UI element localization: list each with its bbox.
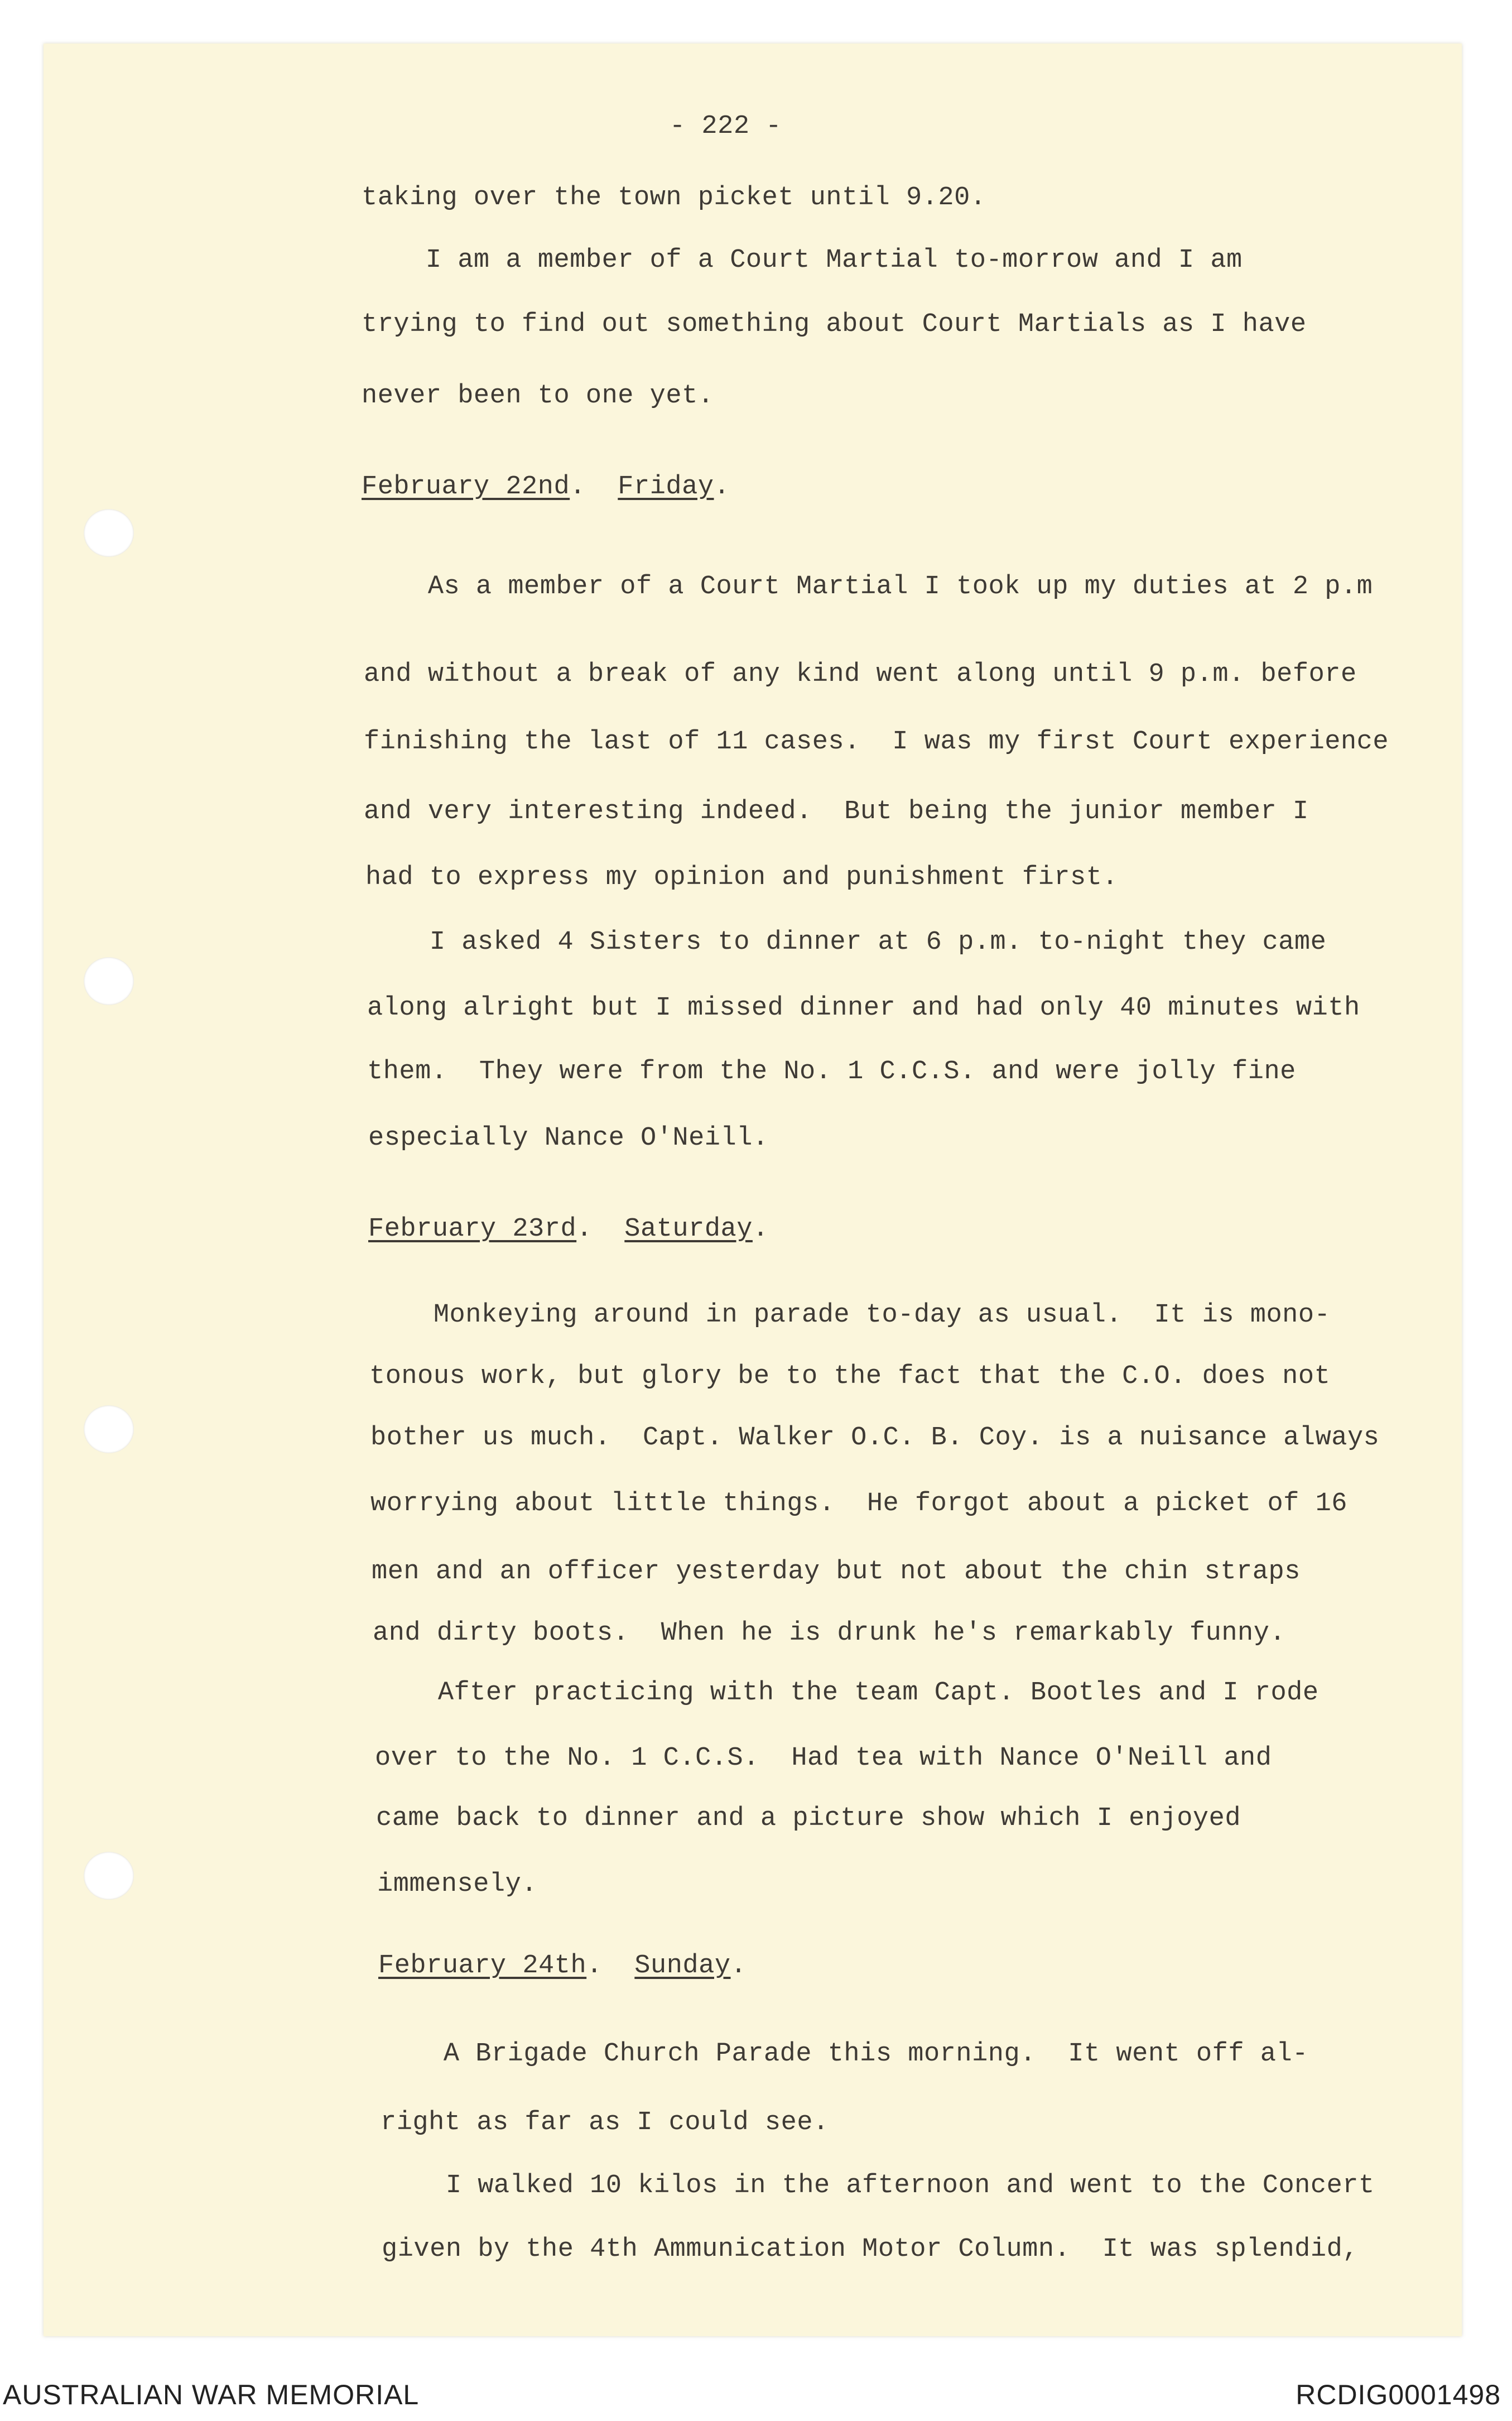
text-line: As a member of a Court Martial I took up my duties at 2 p.m bbox=[364, 572, 1373, 602]
entry-date: February 23rd bbox=[368, 1214, 577, 1244]
entry-day: Friday bbox=[618, 472, 714, 502]
text-line: A Brigade Church Parade this morning. It went off al- bbox=[379, 2039, 1308, 2069]
text-line: along alright but I missed dinner and had only 40 minutes with bbox=[367, 993, 1360, 1023]
text-line: Monkeying around in parade to-day as usual. It is mono- bbox=[369, 1300, 1331, 1330]
entry-heading: February 22nd. Friday. bbox=[362, 472, 730, 502]
text-line: came back to dinner and a picture show which I enjoyed bbox=[376, 1804, 1241, 1833]
text-line: had to express my opinion and punishment first. bbox=[365, 863, 1119, 892]
footer-institution: AUSTRALIAN WAR MEMORIAL bbox=[3, 2379, 420, 2410]
text-line: them. They were from the No. 1 C.C.S. and were jolly fine bbox=[367, 1057, 1296, 1087]
text-line: After practicing with the team Capt. Bootles and I rode bbox=[374, 1678, 1319, 1708]
text-line: finishing the last of 11 cases. I was my first Court experience bbox=[364, 727, 1389, 757]
text-line: and very interesting indeed. But being the junior member I bbox=[364, 797, 1309, 827]
text-line: immensely. bbox=[377, 1870, 538, 1899]
text-line: especially Nance O'Neill. bbox=[368, 1123, 769, 1153]
punch-hole bbox=[84, 1405, 134, 1453]
text-line: and dirty boots. When he is drunk he's remarkably funny. bbox=[373, 1618, 1286, 1648]
punch-hole bbox=[84, 509, 134, 557]
text-line: never been to one yet. bbox=[362, 381, 714, 411]
text-line: right as far as I could see. bbox=[381, 2108, 829, 2137]
text-line: trying to find out something about Court Martials as I have bbox=[362, 310, 1307, 339]
punch-hole bbox=[84, 957, 134, 1005]
text-line: and without a break of any kind went along until 9 p.m. before bbox=[364, 660, 1357, 689]
footer-record-id: RCDIG0001498 bbox=[1296, 2379, 1501, 2410]
text-line: bother us much. Capt. Walker O.C. B. Coy. is a nuisance always bbox=[370, 1423, 1380, 1453]
text-line: I am a member of a Court Martial to-morrow and I am bbox=[362, 246, 1243, 275]
entry-date: February 24th bbox=[378, 1951, 587, 1981]
text-line: tonous work, but glory be to the fact that the C.O. does not bbox=[369, 1362, 1331, 1391]
diary-page bbox=[44, 44, 1462, 2336]
text-line: taking over the town picket until 9.20. bbox=[362, 183, 986, 213]
entry-heading: February 24th. Sunday. bbox=[378, 1951, 747, 1981]
punch-hole bbox=[84, 1852, 134, 1900]
text-line: worrying about little things. He forgot about a picket of 16 bbox=[370, 1489, 1347, 1519]
page-number: - 222 - bbox=[670, 112, 782, 141]
entry-heading: February 23rd. Saturday. bbox=[368, 1214, 769, 1244]
text-line: men and an officer yesterday but not about the chin straps bbox=[372, 1557, 1301, 1587]
text-line: I asked 4 Sisters to dinner at 6 p.m. to-night they came bbox=[365, 928, 1327, 957]
text-line: over to the No. 1 C.C.S. Had tea with Nance O'Neill and bbox=[375, 1743, 1272, 1773]
entry-day: Sunday bbox=[634, 1951, 731, 1981]
entry-date: February 22nd bbox=[362, 472, 570, 502]
text-line: given by the 4th Ammunication Motor Column. It was splendid, bbox=[382, 2235, 1359, 2264]
text-line: I walked 10 kilos in the afternoon and went to the Concert bbox=[382, 2171, 1375, 2201]
entry-day: Saturday bbox=[624, 1214, 753, 1244]
